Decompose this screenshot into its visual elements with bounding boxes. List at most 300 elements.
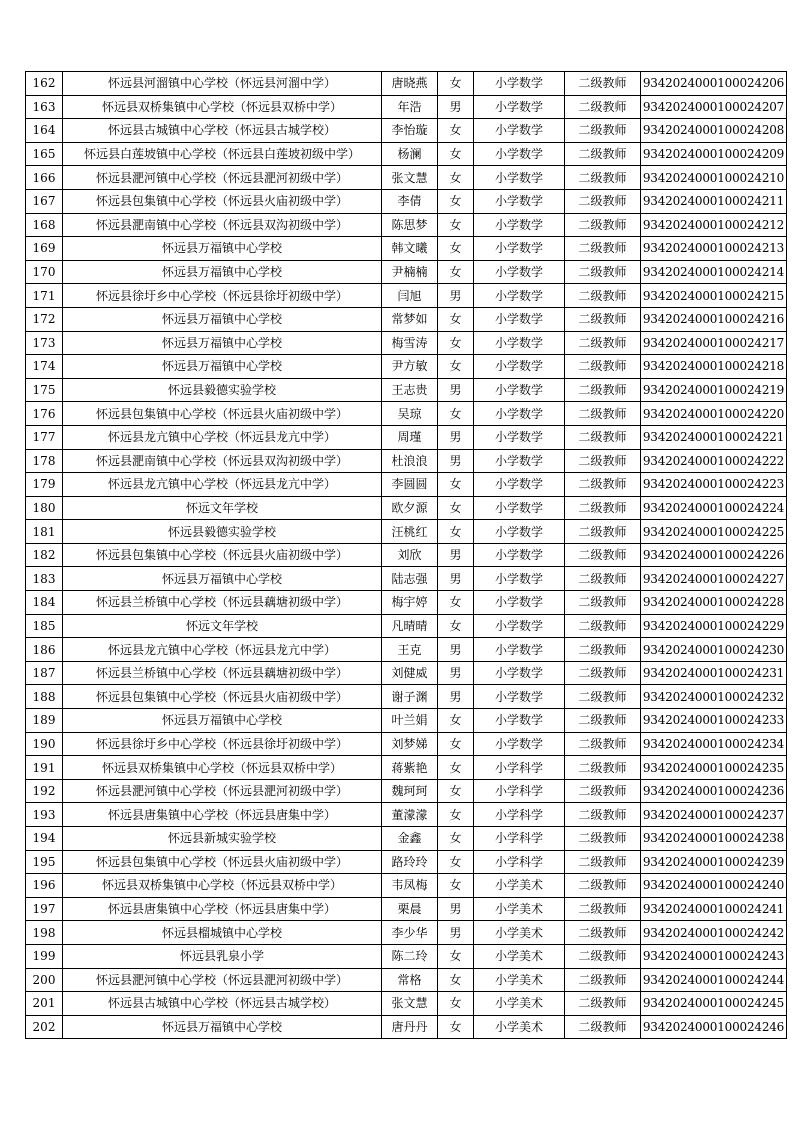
teacher-name-cell: 杨澜 (382, 142, 438, 166)
row-number-cell: 194 (26, 827, 63, 851)
gender-cell: 男 (438, 897, 474, 921)
gender-cell: 女 (438, 355, 474, 379)
school-name-cell: 怀远县新城实验学校 (63, 827, 382, 851)
table-row (26, 260, 787, 284)
subject-cell: 小学数学 (474, 638, 565, 662)
row-number-cell: 169 (26, 237, 63, 261)
title-cell: 二级教师 (565, 95, 641, 119)
title-cell: 二级教师 (565, 779, 641, 803)
table-row (26, 850, 787, 874)
row-number-cell: 186 (26, 638, 63, 662)
table-row (26, 307, 787, 331)
row-number-cell: 175 (26, 378, 63, 402)
table-row (26, 756, 787, 780)
teacher-name-cell: 吴琼 (382, 402, 438, 426)
title-cell: 二级教师 (565, 709, 641, 733)
subject-cell: 小学数学 (474, 732, 565, 756)
gender-cell: 女 (438, 166, 474, 190)
school-name-cell: 怀远县毅德实验学校 (63, 520, 382, 544)
gender-cell: 男 (438, 921, 474, 945)
gender-cell: 女 (438, 968, 474, 992)
certificate-number-cell: 9342024000100024208 (641, 119, 787, 143)
teacher-name-cell: 韦凤梅 (382, 874, 438, 898)
certificate-number-cell: 9342024000100024245 (641, 992, 787, 1016)
subject-cell: 小学数学 (474, 307, 565, 331)
subject-cell: 小学数学 (474, 614, 565, 638)
school-name-cell: 怀远县毅德实验学校 (63, 378, 382, 402)
school-name-cell: 怀远县万福镇中心学校 (63, 260, 382, 284)
gender-cell: 女 (438, 803, 474, 827)
certificate-number-cell: 9342024000100024206 (641, 72, 787, 96)
row-number-cell: 200 (26, 968, 63, 992)
teacher-name-cell: 年浩 (382, 95, 438, 119)
school-name-cell: 怀远县唐集镇中心学校（怀远县唐集中学） (63, 803, 382, 827)
title-cell: 二级教师 (565, 638, 641, 662)
certificate-number-cell: 9342024000100024231 (641, 661, 787, 685)
school-name-cell: 怀远县双桥集镇中心学校（怀远县双桥中学） (63, 95, 382, 119)
row-number-cell: 180 (26, 496, 63, 520)
subject-cell: 小学科学 (474, 803, 565, 827)
row-number-cell: 191 (26, 756, 63, 780)
teacher-name-cell: 董濛濛 (382, 803, 438, 827)
subject-cell: 小学数学 (474, 355, 565, 379)
subject-cell: 小学科学 (474, 779, 565, 803)
row-number-cell: 165 (26, 142, 63, 166)
certificate-number-cell: 9342024000100024229 (641, 614, 787, 638)
title-cell: 二级教师 (565, 213, 641, 237)
title-cell: 二级教师 (565, 520, 641, 544)
certificate-number-cell: 9342024000100024236 (641, 779, 787, 803)
table-row (26, 874, 787, 898)
teacher-name-cell: 刘健威 (382, 661, 438, 685)
school-name-cell: 怀远县淝河镇中心学校（怀远县淝河初级中学） (63, 166, 382, 190)
roster-body (26, 72, 787, 1039)
certificate-number-cell: 9342024000100024223 (641, 473, 787, 497)
title-cell: 二级教师 (565, 355, 641, 379)
teacher-name-cell: 蒋紫艳 (382, 756, 438, 780)
row-number-cell: 168 (26, 213, 63, 237)
title-cell: 二级教师 (565, 567, 641, 591)
table-row (26, 213, 787, 237)
teacher-name-cell: 王克 (382, 638, 438, 662)
table-row (26, 142, 787, 166)
gender-cell: 女 (438, 142, 474, 166)
row-number-cell: 196 (26, 874, 63, 898)
gender-cell: 女 (438, 992, 474, 1016)
school-name-cell: 怀远县徐圩乡中心学校（怀远县徐圩初级中学） (63, 284, 382, 308)
teacher-name-cell: 刘梦娣 (382, 732, 438, 756)
table-row (26, 331, 787, 355)
gender-cell: 女 (438, 72, 474, 96)
title-cell: 二级教师 (565, 496, 641, 520)
certificate-number-cell: 9342024000100024222 (641, 449, 787, 473)
school-name-cell: 怀远县淝南镇中心学校（怀远县双沟初级中学） (63, 449, 382, 473)
table-row (26, 661, 787, 685)
table-row (26, 520, 787, 544)
title-cell: 二级教师 (565, 402, 641, 426)
teacher-name-cell: 李怡璇 (382, 119, 438, 143)
subject-cell: 小学美术 (474, 874, 565, 898)
subject-cell: 小学数学 (474, 591, 565, 615)
teacher-name-cell: 尹方敏 (382, 355, 438, 379)
school-name-cell: 怀远县龙亢镇中心学校（怀远县龙亢中学） (63, 638, 382, 662)
title-cell: 二级教师 (565, 897, 641, 921)
row-number-cell: 199 (26, 944, 63, 968)
certificate-number-cell: 9342024000100024234 (641, 732, 787, 756)
school-name-cell: 怀远县双桥集镇中心学校（怀远县双桥中学） (63, 756, 382, 780)
teacher-name-cell: 刘欣 (382, 543, 438, 567)
school-name-cell: 怀远县白莲坡镇中心学校（怀远县白莲坡初级中学） (63, 142, 382, 166)
title-cell: 二级教师 (565, 850, 641, 874)
teacher-name-cell: 王志贵 (382, 378, 438, 402)
teacher-name-cell: 张文慧 (382, 166, 438, 190)
certificate-number-cell: 9342024000100024225 (641, 520, 787, 544)
row-number-cell: 174 (26, 355, 63, 379)
title-cell: 二级教师 (565, 189, 641, 213)
row-number-cell: 179 (26, 473, 63, 497)
gender-cell: 女 (438, 473, 474, 497)
table-row (26, 779, 787, 803)
title-cell: 二级教师 (565, 72, 641, 96)
certificate-number-cell: 9342024000100024224 (641, 496, 787, 520)
table-row (26, 378, 787, 402)
teacher-name-cell: 路玲玲 (382, 850, 438, 874)
title-cell: 二级教师 (565, 874, 641, 898)
title-cell: 二级教师 (565, 449, 641, 473)
title-cell: 二级教师 (565, 921, 641, 945)
certificate-number-cell: 9342024000100024217 (641, 331, 787, 355)
row-number-cell: 164 (26, 119, 63, 143)
teacher-name-cell: 常梦如 (382, 307, 438, 331)
certificate-number-cell: 9342024000100024212 (641, 213, 787, 237)
certificate-number-cell: 9342024000100024207 (641, 95, 787, 119)
gender-cell: 女 (438, 260, 474, 284)
teacher-name-cell: 唐晓燕 (382, 72, 438, 96)
school-name-cell: 怀远县万福镇中心学校 (63, 355, 382, 379)
subject-cell: 小学数学 (474, 661, 565, 685)
school-name-cell: 怀远县万福镇中心学校 (63, 237, 382, 261)
school-name-cell: 怀远县古城镇中心学校（怀远县古城学校） (63, 992, 382, 1016)
title-cell: 二级教师 (565, 237, 641, 261)
gender-cell: 男 (438, 95, 474, 119)
row-number-cell: 171 (26, 284, 63, 308)
table-row (26, 402, 787, 426)
teacher-name-cell: 金鑫 (382, 827, 438, 851)
row-number-cell: 187 (26, 661, 63, 685)
school-name-cell: 怀远县双桥集镇中心学校（怀远县双桥中学） (63, 874, 382, 898)
gender-cell: 女 (438, 591, 474, 615)
table-row (26, 95, 787, 119)
certificate-number-cell: 9342024000100024237 (641, 803, 787, 827)
gender-cell: 女 (438, 732, 474, 756)
teacher-name-cell: 叶兰娟 (382, 709, 438, 733)
gender-cell: 女 (438, 119, 474, 143)
school-name-cell: 怀远县兰桥镇中心学校（怀远县藕塘初级中学） (63, 591, 382, 615)
table-row (26, 1015, 787, 1039)
title-cell: 二级教师 (565, 284, 641, 308)
school-name-cell: 怀远县包集镇中心学校（怀远县火庙初级中学） (63, 189, 382, 213)
row-number-cell: 176 (26, 402, 63, 426)
certificate-number-cell: 9342024000100024226 (641, 543, 787, 567)
subject-cell: 小学数学 (474, 473, 565, 497)
certificate-number-cell: 9342024000100024235 (641, 756, 787, 780)
row-number-cell: 189 (26, 709, 63, 733)
subject-cell: 小学美术 (474, 968, 565, 992)
table-row (26, 897, 787, 921)
row-number-cell: 177 (26, 425, 63, 449)
certificate-number-cell: 9342024000100024246 (641, 1015, 787, 1039)
school-name-cell: 怀远县包集镇中心学校（怀远县火庙初级中学） (63, 685, 382, 709)
subject-cell: 小学数学 (474, 119, 565, 143)
table-row (26, 496, 787, 520)
teacher-name-cell: 杜浪浪 (382, 449, 438, 473)
teacher-name-cell: 栗晨 (382, 897, 438, 921)
school-name-cell: 怀远县河溜镇中心学校（怀远县河溜中学） (63, 72, 382, 96)
table-row (26, 425, 787, 449)
certificate-number-cell: 9342024000100024216 (641, 307, 787, 331)
gender-cell: 女 (438, 944, 474, 968)
certificate-number-cell: 9342024000100024241 (641, 897, 787, 921)
teacher-name-cell: 常格 (382, 968, 438, 992)
teacher-name-cell: 周瑾 (382, 425, 438, 449)
row-number-cell: 197 (26, 897, 63, 921)
gender-cell: 女 (438, 779, 474, 803)
row-number-cell: 182 (26, 543, 63, 567)
school-name-cell: 怀远县乳泉小学 (63, 944, 382, 968)
school-name-cell: 怀远县古城镇中心学校（怀远县古城学校） (63, 119, 382, 143)
gender-cell: 女 (438, 496, 474, 520)
table-row (26, 119, 787, 143)
title-cell: 二级教师 (565, 614, 641, 638)
school-name-cell: 怀远县万福镇中心学校 (63, 567, 382, 591)
table-row (26, 72, 787, 96)
school-name-cell: 怀远县龙亢镇中心学校（怀远县龙亢中学） (63, 425, 382, 449)
certificate-number-cell: 9342024000100024242 (641, 921, 787, 945)
gender-cell: 男 (438, 378, 474, 402)
gender-cell: 男 (438, 661, 474, 685)
subject-cell: 小学美术 (474, 1015, 565, 1039)
title-cell: 二级教师 (565, 142, 641, 166)
subject-cell: 小学科学 (474, 827, 565, 851)
gender-cell: 女 (438, 756, 474, 780)
gender-cell: 女 (438, 874, 474, 898)
subject-cell: 小学数学 (474, 213, 565, 237)
school-name-cell: 怀远县淝河镇中心学校（怀远县淝河初级中学） (63, 968, 382, 992)
school-name-cell: 怀远县榴城镇中心学校 (63, 921, 382, 945)
certificate-number-cell: 9342024000100024219 (641, 378, 787, 402)
school-name-cell: 怀远县万福镇中心学校 (63, 1015, 382, 1039)
certificate-number-cell: 9342024000100024230 (641, 638, 787, 662)
row-number-cell: 202 (26, 1015, 63, 1039)
title-cell: 二级教师 (565, 307, 641, 331)
subject-cell: 小学数学 (474, 95, 565, 119)
teacher-name-cell: 汪桃红 (382, 520, 438, 544)
teacher-name-cell: 梅宇婷 (382, 591, 438, 615)
teacher-name-cell: 陈思梦 (382, 213, 438, 237)
certificate-number-cell: 9342024000100024215 (641, 284, 787, 308)
subject-cell: 小学数学 (474, 237, 565, 261)
row-number-cell: 162 (26, 72, 63, 96)
subject-cell: 小学数学 (474, 449, 565, 473)
school-name-cell: 怀远县徐圩乡中心学校（怀远县徐圩初级中学） (63, 732, 382, 756)
school-name-cell: 怀远县万福镇中心学校 (63, 307, 382, 331)
subject-cell: 小学数学 (474, 189, 565, 213)
row-number-cell: 172 (26, 307, 63, 331)
row-number-cell: 170 (26, 260, 63, 284)
school-name-cell: 怀远县包集镇中心学校（怀远县火庙初级中学） (63, 543, 382, 567)
subject-cell: 小学数学 (474, 378, 565, 402)
gender-cell: 男 (438, 567, 474, 591)
row-number-cell: 173 (26, 331, 63, 355)
teacher-name-cell: 闫旭 (382, 284, 438, 308)
teacher-name-cell: 魏珂珂 (382, 779, 438, 803)
title-cell: 二级教师 (565, 378, 641, 402)
school-name-cell: 怀远县唐集镇中心学校（怀远县唐集中学） (63, 897, 382, 921)
school-name-cell: 怀远县包集镇中心学校（怀远县火庙初级中学） (63, 402, 382, 426)
row-number-cell: 183 (26, 567, 63, 591)
row-number-cell: 178 (26, 449, 63, 473)
teacher-name-cell: 尹楠楠 (382, 260, 438, 284)
row-number-cell: 201 (26, 992, 63, 1016)
teacher-name-cell: 张文慧 (382, 992, 438, 1016)
title-cell: 二级教师 (565, 119, 641, 143)
title-cell: 二级教师 (565, 803, 641, 827)
gender-cell: 男 (438, 449, 474, 473)
teacher-name-cell: 陈二玲 (382, 944, 438, 968)
table-row (26, 543, 787, 567)
table-row (26, 685, 787, 709)
title-cell: 二级教师 (565, 166, 641, 190)
certificate-number-cell: 9342024000100024211 (641, 189, 787, 213)
table-row (26, 284, 787, 308)
subject-cell: 小学数学 (474, 260, 565, 284)
row-number-cell: 195 (26, 850, 63, 874)
table-row (26, 732, 787, 756)
row-number-cell: 184 (26, 591, 63, 615)
school-name-cell: 怀远县淝河镇中心学校（怀远县淝河初级中学） (63, 779, 382, 803)
table-row (26, 166, 787, 190)
title-cell: 二级教师 (565, 992, 641, 1016)
title-cell: 二级教师 (565, 661, 641, 685)
gender-cell: 女 (438, 850, 474, 874)
teacher-name-cell: 谢子渊 (382, 685, 438, 709)
subject-cell: 小学数学 (474, 496, 565, 520)
table-row (26, 921, 787, 945)
table-row (26, 189, 787, 213)
teacher-name-cell: 李圆圆 (382, 473, 438, 497)
table-row (26, 803, 787, 827)
row-number-cell: 167 (26, 189, 63, 213)
certificate-number-cell: 9342024000100024210 (641, 166, 787, 190)
certificate-number-cell: 9342024000100024209 (641, 142, 787, 166)
subject-cell: 小学数学 (474, 166, 565, 190)
school-name-cell: 怀远文年学校 (63, 496, 382, 520)
row-number-cell: 198 (26, 921, 63, 945)
gender-cell: 女 (438, 614, 474, 638)
gender-cell: 女 (438, 709, 474, 733)
certificate-number-cell: 9342024000100024214 (641, 260, 787, 284)
certificate-number-cell: 9342024000100024232 (641, 685, 787, 709)
title-cell: 二级教师 (565, 1015, 641, 1039)
subject-cell: 小学美术 (474, 897, 565, 921)
title-cell: 二级教师 (565, 591, 641, 615)
row-number-cell: 163 (26, 95, 63, 119)
subject-cell: 小学数学 (474, 425, 565, 449)
row-number-cell: 185 (26, 614, 63, 638)
subject-cell: 小学数学 (474, 567, 565, 591)
table-row (26, 567, 787, 591)
table-row (26, 827, 787, 851)
teacher-name-cell: 韩文曦 (382, 237, 438, 261)
row-number-cell: 192 (26, 779, 63, 803)
subject-cell: 小学数学 (474, 142, 565, 166)
certificate-number-cell: 9342024000100024238 (641, 827, 787, 851)
certificate-number-cell: 9342024000100024213 (641, 237, 787, 261)
certificate-number-cell: 9342024000100024239 (641, 850, 787, 874)
table-row (26, 614, 787, 638)
teacher-name-cell: 陆志强 (382, 567, 438, 591)
table-row (26, 709, 787, 733)
teacher-name-cell: 李倩 (382, 189, 438, 213)
teacher-name-cell: 李少华 (382, 921, 438, 945)
table-row (26, 473, 787, 497)
school-name-cell: 怀远县包集镇中心学校（怀远县火庙初级中学） (63, 850, 382, 874)
title-cell: 二级教师 (565, 732, 641, 756)
gender-cell: 女 (438, 189, 474, 213)
row-number-cell: 190 (26, 732, 63, 756)
school-name-cell: 怀远县淝南镇中心学校（怀远县双沟初级中学） (63, 213, 382, 237)
teacher-name-cell: 梅雪涛 (382, 331, 438, 355)
title-cell: 二级教师 (565, 331, 641, 355)
gender-cell: 男 (438, 685, 474, 709)
teacher-roster-table (25, 71, 787, 1039)
school-name-cell: 怀远县兰桥镇中心学校（怀远县藕塘初级中学） (63, 661, 382, 685)
subject-cell: 小学数学 (474, 520, 565, 544)
title-cell: 二级教师 (565, 756, 641, 780)
gender-cell: 女 (438, 1015, 474, 1039)
title-cell: 二级教师 (565, 827, 641, 851)
subject-cell: 小学数学 (474, 709, 565, 733)
subject-cell: 小学科学 (474, 850, 565, 874)
subject-cell: 小学数学 (474, 72, 565, 96)
certificate-number-cell: 9342024000100024220 (641, 402, 787, 426)
row-number-cell: 193 (26, 803, 63, 827)
row-number-cell: 188 (26, 685, 63, 709)
title-cell: 二级教师 (565, 968, 641, 992)
gender-cell: 女 (438, 213, 474, 237)
gender-cell: 男 (438, 638, 474, 662)
subject-cell: 小学科学 (474, 756, 565, 780)
certificate-number-cell: 9342024000100024244 (641, 968, 787, 992)
subject-cell: 小学数学 (474, 284, 565, 308)
subject-cell: 小学数学 (474, 685, 565, 709)
subject-cell: 小学数学 (474, 402, 565, 426)
school-name-cell: 怀远县万福镇中心学校 (63, 709, 382, 733)
gender-cell: 男 (438, 284, 474, 308)
subject-cell: 小学数学 (474, 543, 565, 567)
school-name-cell: 怀远县万福镇中心学校 (63, 331, 382, 355)
subject-cell: 小学美术 (474, 944, 565, 968)
school-name-cell: 怀远县龙亢镇中心学校（怀远县龙亢中学） (63, 473, 382, 497)
teacher-name-cell: 唐丹丹 (382, 1015, 438, 1039)
gender-cell: 女 (438, 237, 474, 261)
teacher-name-cell: 凡晴晴 (382, 614, 438, 638)
table-row (26, 237, 787, 261)
title-cell: 二级教师 (565, 473, 641, 497)
certificate-number-cell: 9342024000100024233 (641, 709, 787, 733)
table-row (26, 449, 787, 473)
certificate-number-cell: 9342024000100024243 (641, 944, 787, 968)
